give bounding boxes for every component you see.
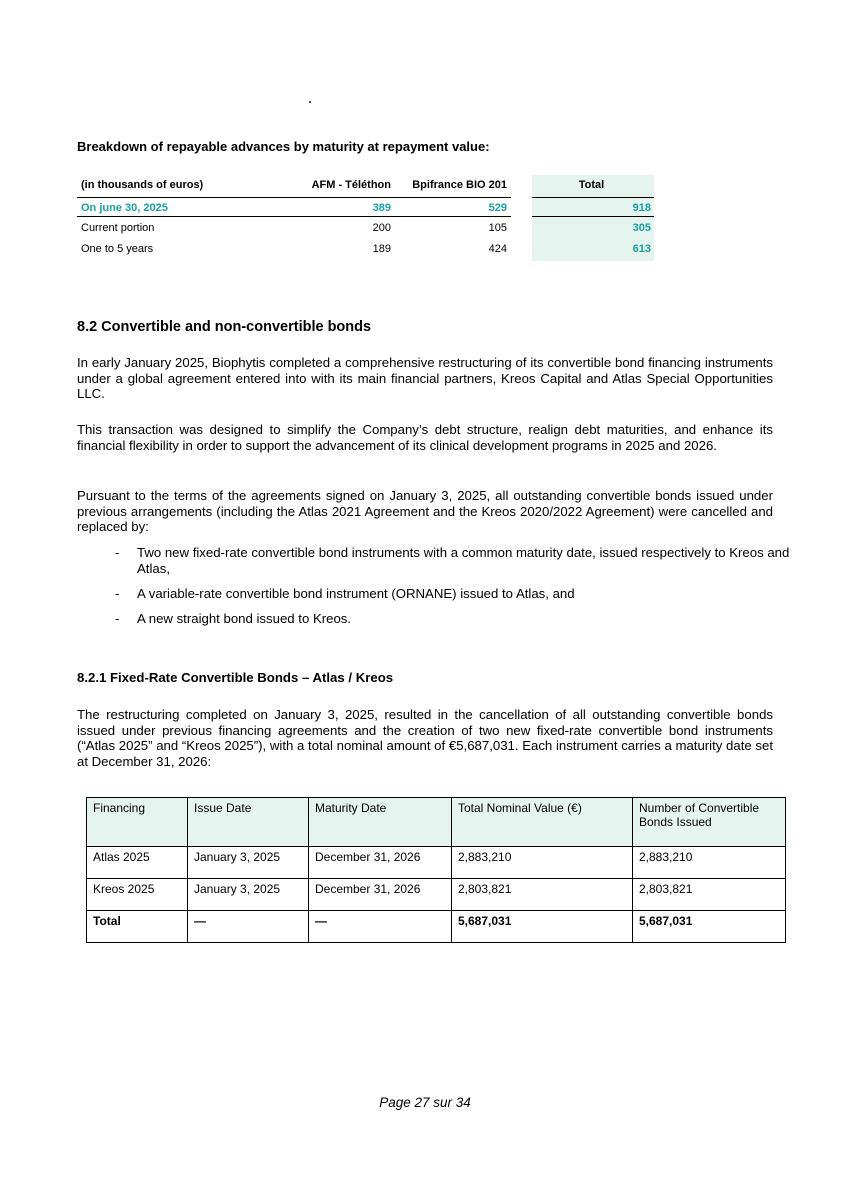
divider	[532, 216, 654, 217]
section-8-2-title: 8.2 Convertible and non-convertible bonds	[77, 319, 372, 335]
row-afm: 389	[372, 202, 391, 214]
cell-issue-date: —	[188, 911, 309, 943]
row-label: Current portion	[81, 222, 155, 234]
row-afm: 200	[372, 222, 391, 234]
advances-row-current	[77, 218, 657, 238]
list-item-text: Two new fixed-rate convertible bond instruments with a common maturity date, issued respectively to Kreos and Atlas,	[137, 545, 790, 576]
cell-maturity-date: December 31, 2026	[309, 879, 452, 911]
row-bpi: 529	[488, 202, 507, 214]
advances-header-row	[77, 175, 657, 195]
table-total-row	[87, 911, 786, 943]
row-bpi: 424	[488, 243, 507, 255]
cell-issue-date: January 3, 2025	[188, 847, 309, 879]
cell-nominal-value: 2,803,821	[452, 879, 633, 911]
advances-header-total: Total	[578, 179, 605, 191]
list-item	[115, 545, 797, 576]
cell-maturity-date: December 31, 2026	[309, 847, 452, 879]
section-8-2-1-paragraph: The restructuring completed on January 3, 2025, resulted in the cancellation of all outstanding convertible bonds issued under previous financing agreements and the creation of two new fixed-rate convertible bond instruments (“Atlas 2025” and “Kreos 2025”), with a total nominal amount of €5,687,031. Each instrument carries a maturity date set at December 31, 2026:	[77, 707, 773, 769]
advances-row-total	[77, 198, 657, 218]
list-item-text: A variable-rate convertible bond instrument (ORNANE) issued to Atlas, and	[137, 586, 575, 601]
list-item	[115, 611, 797, 627]
cell-financing: Atlas 2025	[87, 847, 188, 879]
section-8-2-1-title: 8.2.1 Fixed-Rate Convertible Bonds – Atlas / Kreos	[77, 670, 394, 685]
cell-financing: Kreos 2025	[87, 879, 188, 911]
row-total: 918	[632, 202, 651, 214]
list-item	[115, 586, 797, 602]
cell-financing: Total	[87, 911, 188, 943]
breakdown-heading: Breakdown of repayable advances by maturity at repayment value:	[77, 139, 490, 154]
header-financing: Financing	[87, 798, 188, 847]
cell-bonds-issued: 2,803,821	[633, 879, 786, 911]
row-total: 613	[632, 243, 651, 255]
header-bonds-issued: Number of Convertible Bonds Issued	[633, 798, 786, 847]
section-8-2-paragraph-2: This transaction was designed to simplify the Company’s debt structure, realign debt maturities, and enhance its financial flexibility in order to support the advancement of its clinical development programs in 2025 and 2026.	[77, 422, 773, 453]
row-label: On june 30, 2025	[81, 202, 168, 214]
row-label: One to 5 years	[81, 243, 154, 255]
table-row	[87, 847, 786, 879]
advances-header-units: (in thousands of euros)	[81, 179, 204, 191]
advances-header-afm: AFM - Téléthon	[311, 179, 391, 191]
stray-dot	[309, 101, 311, 103]
header-nominal-value: Total Nominal Value (€)	[452, 798, 633, 847]
divider	[77, 216, 511, 217]
cell-issue-date: January 3, 2025	[188, 879, 309, 911]
advances-header-bpi: Bpifrance BIO 201	[412, 179, 507, 191]
row-total: 305	[632, 222, 651, 234]
table-row	[87, 879, 786, 911]
header-issue-date: Issue Date	[188, 798, 309, 847]
section-8-2-paragraph-1: In early January 2025, Biophytis completed a comprehensive restructuring of its convertible bond financing instruments under a global agreement entered into with its main financial partners, Kreos Capital and Atlas Special Opportunities LLC.	[77, 355, 773, 401]
advances-row-one-to-five	[77, 239, 657, 259]
page-number-footer: Page 27 sur 34	[379, 1095, 471, 1110]
dash-marker: -	[115, 611, 120, 626]
list-item-text: A new straight bond issued to Kreos.	[137, 611, 352, 626]
header-maturity-date: Maturity Date	[309, 798, 452, 847]
table-header-row	[87, 798, 786, 847]
cell-bonds-issued: 2,883,210	[633, 847, 786, 879]
cell-nominal-value: 5,687,031	[452, 911, 633, 943]
row-bpi: 105	[488, 222, 507, 234]
row-afm: 189	[372, 243, 391, 255]
cell-bonds-issued: 5,687,031	[633, 911, 786, 943]
fixed-rate-bonds-table	[86, 797, 786, 943]
section-8-2-paragraph-3: Pursuant to the terms of the agreements signed on January 3, 2025, all outstanding convertible bonds issued under previous arrangements (including the Atlas 2021 Agreement and the Kreos 2020/2022 Agreement) were cancelled and replaced by:	[77, 488, 773, 534]
dash-marker: -	[115, 586, 120, 601]
cell-maturity-date: —	[309, 911, 452, 943]
cell-nominal-value: 2,883,210	[452, 847, 633, 879]
dash-marker: -	[115, 545, 120, 560]
